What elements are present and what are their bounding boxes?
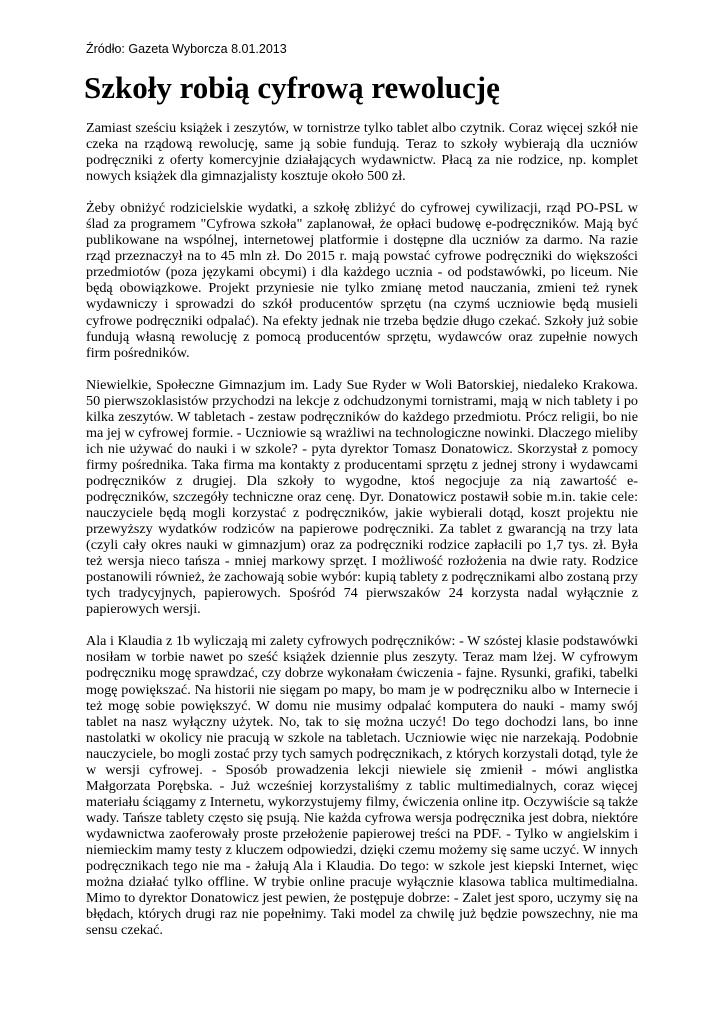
article-title: Szkoły robią cyfrową rewolucję xyxy=(84,70,500,105)
source-line: Źródło: Gazeta Wyborcza 8.01.2013 xyxy=(86,42,287,56)
paragraph: Żeby obniżyć rodzicielskie wydatki, a szkołę zbliżyć do cyfrowej cywilizacji, rząd PO-PSL w ślad za programem "Cyfrowa szkoła" zaplanował, że opłaci budowę e-podręczników. Mają być publikowane na wspólnej, internetowej platformie i dostępne dla uczniów za darmo. Na razie rząd przeznaczył na to 45 mln zł. Do 2015 r. mają powstać cyfrowe podręczniki do większości przedmiotów (poza językami obcymi) i dla każdego ucznia - od podstawówki, po liceum. Nie będą obowiązkowe. Projekt przyniesie nie tylko zmianę metod nauczania, zmieni też rynek wydawniczy i sprowadzi do szkół producentów sprzętu (na czymś uczniowie będą musieli cyfrowe podręczniki odpalać). Na efekty jednak nie trzeba będzie długo czekać. Szkoły już sobie fundują własną rewolucję z pomocą producentów sprzętu, wydawców oraz zupełnie nowych firm pośredników. xyxy=(86,200,638,361)
paragraph: Ala i Klaudia z 1b wyliczają mi zalety cyfrowych podręczników: - W szóstej klasie podstawówki nosiłam w torbie nawet po sześć książek dziennie plus zeszyty. Teraz mam lżej. W cyfrowym podręczniku mogę sprawdzać, czy dobrze wykonałam ćwiczenia - fajne. Rysunki, grafiki, tabelki mogę powiększać. Na historii nie sięgam po mapy, bo mam je w podręczniku albo w Internecie i też mogę sobie powiększyć. W domu nie musimy odpalać komputera do nauki - mamy swój tablet na nasz wyłączny użytek. No, tak to się można uczyć! Do tego dochodzi lans, bo inne nastolatki w okolicy nie pracują w szkole na tabletach. Uczniowie więc nie narzekają. Podobnie nauczyciele, bo mogli zostać przy tych samych podręcznikach, z których korzystali dotąd, tyle że w wersji cyfrowej. - Sposób prowadzenia lekcji niewiele się zmienił - mówi anglistka Małgorzata Porębska. - Już wcześniej korzystaliśmy z tablic multimedialnych, coraz więcej materiału ściągamy z Internetu, wykorzystujemy filmy, ćwiczenia online itp. Oczywiście są także wady. Tańsze tablety często się psują. Nie każda cyfrowa wersja podręcznika jest dobra, niektóre wydawnictwa zaoferowały proste przełożenie papierowej treści na PDF. - Tylko w angielskim i niemieckim mamy testy z kluczem odpowiedzi, dzięki czemu możemy się same uczyć. W innych podręcznikach tego nie ma - żałują Ala i Klaudia. Do tego: w szkole jest kiepski Internet, więc można działać tylko offline. W trybie online pracuje wyłącznie klasowa tablica multimedialna. Mimo to dyrektor Donatowicz jest pewien, że postępuje dobrze: - Zalet jest sporo, uczymy się na błędach, których drugi raz nie popełnimy. Taki model za chwilę już będzie powszechny, nie ma sensu czekać. xyxy=(86,633,638,939)
article-body xyxy=(86,120,638,954)
paragraph: Zamiast sześciu książek i zeszytów, w tornistrze tylko tablet albo czytnik. Coraz więcej szkół nie czeka na rządową rewolucję, same ją sobie fundują. Teraz to szkoły wybierają dla uczniów podręczniki z oferty komercyjnie działających wydawnictw. Płacą za nie rodzice, np. komplet nowych książek dla gimnazjalisty kosztuje około 500 zł. xyxy=(86,120,638,185)
paragraph: Niewielkie, Społeczne Gimnazjum im. Lady Sue Ryder w Woli Batorskiej, niedaleko Krakowa. 50 pierwszoklasistów przychodzi na lekcje z odchudzonymi tornistrami, mają w nich tablety i po kilka zeszytów. W tabletach - zestaw podręczników do każdego przedmiotu. Prócz religii, bo nie ma jej w cyfrowej formie. - Uczniowie są wrażliwi na technologiczne nowinki. Dlaczego mieliby ich nie używać do nauki i w szkole? - pyta dyrektor Tomasz Donatowicz. Skorzystał z pomocy firmy pośrednika. Taka firma ma kontakty z producentami sprzętu z jednej strony i wydawcami podręczników z drugiej. Dla szkoły to wygodne, ktoś negocjuje za nią zawartość e-podręczników, szczegóły techniczne oraz cenę. Dyr. Donatowicz postawił sobie m.in. takie cele: nauczyciele będą mogli korzystać z podręczników, jakie wybierali dotąd, koszt projektu nie przewyższy wydatków rodziców na papierowe podręczniki. Za tablet z gwarancją na trzy lata (czyli cały okres nauki w gimnazjum) oraz za podręczniki rodzice zapłacili po 1,7 tys. zł. Była też wersja nieco tańsza - mniej markowy sprzęt. I możliwość rozłożenia na dwie raty. Rodzice postanowili również, że zachowają sobie wybór: kupią tablety z podręcznikami albo zostaną przy tych tradycyjnych, papierowych. Spośród 74 pierwszaków 24 korzysta nadal wyłącznie z papierowych wersji. xyxy=(86,376,638,618)
